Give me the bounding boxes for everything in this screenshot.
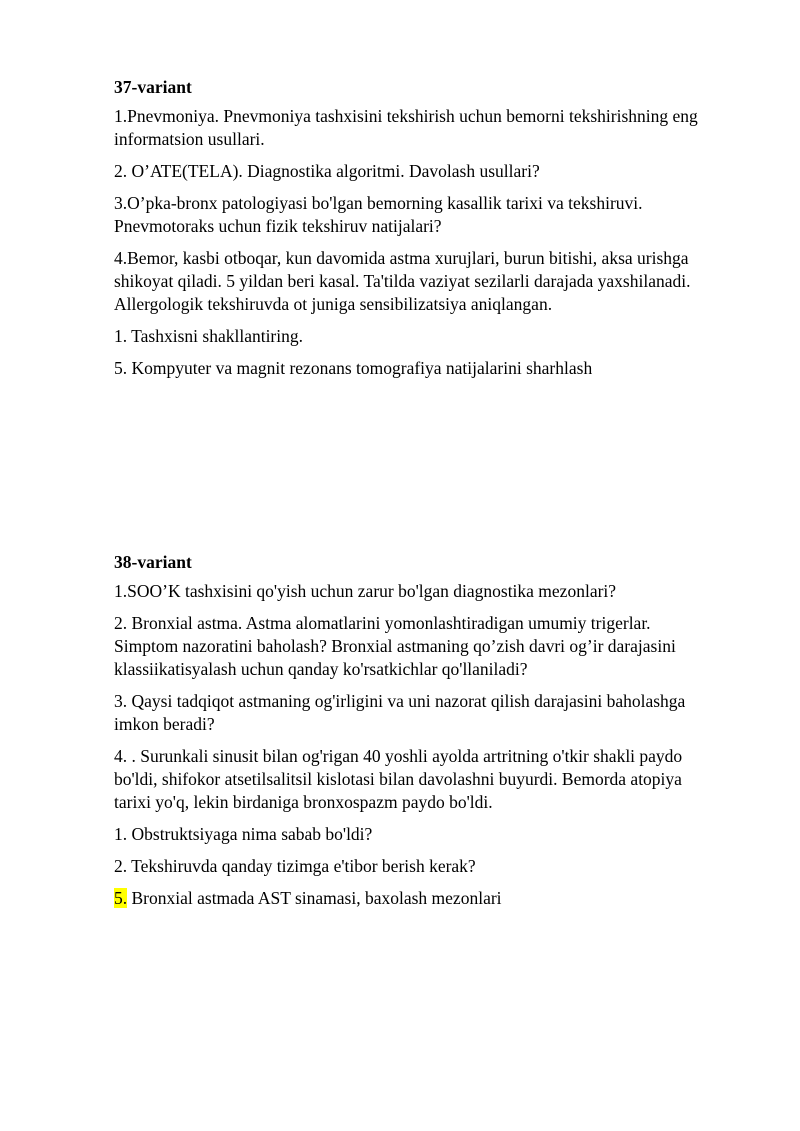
variant-38-question-4: 4. . Surunkali sinusit bilan og'rigan 40 yoshli ayolda artritning o'tkir shakli paydo bo'ldi, shifokor atsetilsalitsil kislotasi bilan davolashni buyurdi. Bemorda atopiya tarixi yo'q, lekin birdaniga bronxospazm paydo bo'ldi. [114,746,683,812]
variant-37-question-4-sub-1: 1. Tashxisni shakllantiring. [114,326,303,346]
variant-37-question-2: 2. O’ATE(TELA). Diagnostika algoritmi. Davolash usullari? [114,161,540,181]
variant-38-question-5-text: Bronxial astmada AST sinamasi, baxolash mezonlari [127,888,502,908]
variant-38-question-2: 2. Bronxial astma. Astma alomatlarini yomonlashtiradigan umumiy trigerlar. Simptom nazoratini baholash? Bronxial astmaning qo’zish davri og’ir darajasini klassiikatisyalash uchun qanday ko'rsatkichlar qo'llaniladi? [114,613,676,679]
variant-37-question-3: 3.O’pka-bronx patologiyasi bo'lgan bemorning kasallik tarixi va tekshiruvi. Pnevmotoraks uchun fizik tekshiruv natijalari? [114,193,643,236]
variant-38-question-4-sub-1: 1. Obstruktsiyaga nima sabab bo'ldi? [114,824,373,844]
highlighted-number: 5. [114,888,128,908]
variant-38-question-4-sub-2: 2. Tekshiruvda qanday tizimga e'tibor berish kerak? [114,856,476,876]
variant-38-title: 38-variant [114,552,192,572]
document-page [114,76,754,919]
section-spacer [114,389,754,551]
variant-37-question-5: 5. Kompyuter va magnit rezonans tomografiya natijalarini sharhlash [114,358,593,378]
variant-38-question-1: 1.SOO’K tashxisini qo'yish uchun zarur bo'lgan diagnostika mezonlari? [114,581,617,601]
variant-38-question-5 [114,887,754,910]
variant-37-title: 37-variant [114,77,192,97]
variant-37-question-1: 1.Pnevmoniya. Pnevmoniya tashxisini tekshirish uchun bemorni tekshirishning eng informatsion usullari. [114,106,698,149]
variant-38-question-3: 3. Qaysi tadqiqot astmaning og'irligini va uni nazorat qilish darajasini baholashga imkon beradi? [114,691,686,734]
variant-37-question-4: 4.Bemor, kasbi otboqar, kun davomida astma xurujlari, burun bitishi, aksa urishga shikoyat qiladi. 5 yildan beri kasal. Ta'tilda vaziyat sezilarli darajada yaxshilanadi. Allergologik tekshiruvda ot juniga sensibilizatsiya aniqlangan. [114,248,691,314]
